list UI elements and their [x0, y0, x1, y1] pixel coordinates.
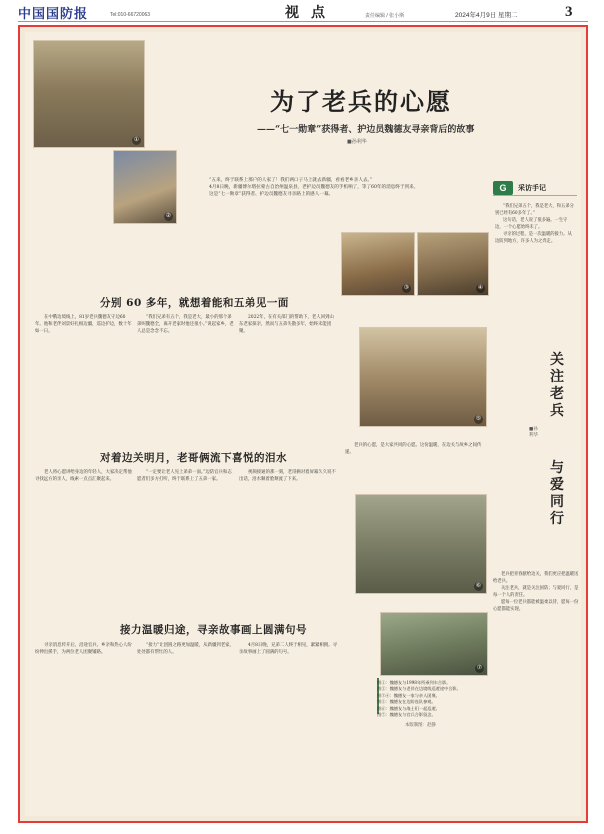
sidebar-paragraph: “我们兄弟五个，我是老大，和五弟分别已经有60多年了。” — [495, 204, 574, 216]
photo-1 — [33, 40, 145, 148]
sidebar-paragraph: 关注老兵，就是关注国防；与爱同行，是每一个人的责任。 — [493, 585, 579, 598]
masthead-date: 2024年4月9日 星期二 — [455, 11, 518, 19]
section-heading: 接力温暖归途，寻亲故事画上圆满句号 — [120, 624, 307, 636]
text-column — [35, 469, 133, 483]
page-number: 3 — [565, 3, 573, 20]
photo-7 — [380, 612, 488, 676]
sidebar-leaf-icon: G — [493, 181, 513, 195]
sidebar-paragraph: 愿每一位老兵都能被温柔以待，愿每一份心愿都能实现。 — [493, 599, 579, 612]
sidebar-intro — [495, 204, 575, 245]
masthead-divider — [18, 21, 588, 22]
article-title: 为了老兵的心愿 — [270, 87, 452, 116]
photo-number: ② — [165, 213, 172, 219]
body-paragraph: 4月8日晚，兄弟二人终于相见，紧紧相拥。寻亲故事画上了圆满的句号。 — [239, 643, 338, 655]
sidebar-header — [493, 180, 577, 196]
photo-4 — [417, 232, 489, 296]
sidebar-paragraph: 寻亲的过程，是一次温暖的接力。从边防到地方，许多人为之奔走。 — [495, 231, 572, 244]
caption-line: 图⑦：魏德友与官兵合影留念。 — [377, 712, 436, 718]
sidebar-vertical-title-2: 与爱同行 — [550, 460, 564, 527]
text-column — [239, 642, 337, 656]
sidebar-vertical-author: ■孙利华 — [529, 427, 538, 438]
article-byline: ■孙利华 — [347, 139, 367, 145]
photo-number: ③ — [403, 285, 410, 291]
caption-line: 图③④：魏德友一家与亲人团聚。 — [377, 692, 440, 698]
body-paragraph: “接力”让团圆之路更加温暖，从新疆到老家，处处都有帮忙的人。 — [137, 643, 234, 655]
section-heading: 对着边关明月，老哥俩流下喜悦的泪水 — [100, 452, 287, 464]
newspaper-logo: 中国国防报 — [18, 6, 89, 22]
photo-2 — [113, 150, 177, 224]
text-column — [35, 314, 133, 335]
sidebar-body — [493, 572, 579, 613]
photo-3 — [341, 232, 415, 296]
text-column — [35, 642, 133, 656]
photo-number: ⑦ — [476, 665, 483, 671]
section-name: 视点 — [285, 5, 337, 21]
photo-6 — [355, 494, 487, 594]
text-column — [137, 314, 235, 335]
body-paragraph: 老人将心愿讲给身边的年轻人，大家决定帮他寻找远方的亲人，线索一点点汇聚起来。 — [35, 470, 132, 482]
masthead — [18, 2, 588, 22]
text-column — [239, 314, 337, 335]
photo-number: ⑥ — [475, 583, 482, 589]
article-frame — [18, 25, 588, 823]
photo-captions — [377, 680, 487, 718]
photo-number: ④ — [477, 285, 484, 291]
lead-paragraph: 这是“七一勋章”获得者、护边员魏德友寻亲路上的感人一幕。 — [209, 192, 334, 198]
sidebar-vertical-title-1: 关注老兵 — [550, 352, 564, 419]
body-paragraph: 视频接通的那一刻，老哥俩对着屏幕久久说不出话，泪水顺着脸颊流了下来。 — [239, 470, 336, 482]
article-lead — [200, 177, 490, 199]
photo-number: ⑤ — [475, 416, 482, 422]
body-paragraph: 2022年，在有关部门的帮助下，老人回到山东老家探亲，然而与五弟失散多年，始终未能团聚。 — [239, 315, 334, 334]
photo-number: ① — [133, 137, 140, 143]
body-paragraph: “一定要让老人见上弟弟一面。”边防官兵和志愿者们多方打听，终于联系上了五弟一家。 — [137, 470, 232, 482]
caption-line: 图⑥：魏德友与战士们一起巡逻。 — [377, 705, 440, 711]
section-heading: 分别 60 多年，就想着能和五弟见一面 — [100, 297, 289, 309]
article-subtitle: ——“七一勋章”获得者、护边员魏德友寻亲背后的故事 — [257, 125, 475, 135]
text-column — [239, 469, 337, 483]
photo-5 — [359, 327, 487, 427]
page-body — [25, 32, 581, 816]
sidebar-paragraph: 老兵把青春献给边关，我们更应把温暖送给老兵。 — [493, 572, 579, 584]
body-paragraph: “我们兄弟有五个，我是老大，最小的那个弟弟叫魏德全，离开老家时他还很小。”说起家乡，老人总是念念不忘。 — [137, 315, 234, 334]
masthead-tel: Tel:010-66720063 — [110, 12, 151, 18]
text-column — [137, 469, 235, 483]
body-paragraph: 寻亲消息传开后，沿途官兵、乡亲和热心人纷纷伸出援手，为两位老人团聚铺路。 — [35, 643, 132, 655]
caption-line: 图②：魏德友与老伴在边境线巡逻途中合影。 — [377, 686, 461, 692]
design-credit: 本版制图：赵静 — [405, 723, 436, 728]
lead-paragraph: “五来，终于联系上那户的人家了！我们两口子马上就去新疆，看看老乡亲人去。” — [209, 178, 373, 183]
masthead-editors: 责任编辑 / 张小斯 — [365, 12, 405, 19]
caption-line: 图①：魏德友与1998年所乘列车合影。 — [377, 680, 451, 685]
body-paragraph: 老兵的心愿，是大家共同的心愿。这份温暖，在边关与故乡之间传递。 — [345, 443, 482, 455]
text-column — [345, 442, 485, 456]
sidebar-paragraph: 这句话，老人说了很多遍。一生守边，一个心愿始终未了。 — [495, 217, 568, 230]
sidebar-label: 采访手记 — [518, 182, 546, 192]
lead-paragraph: 4月8日晚，新疆博尔塔拉蒙古自治州温泉县，老护边员魏德友的手机响了，等了60年的消息终于到来。 — [209, 185, 419, 191]
body-paragraph: 在中俄边境线上，81岁老兵魏德友守边60年。他和老伴刘景好扎根边疆，巡边护边，数十年如一日。 — [35, 315, 132, 334]
caption-line: 图⑤：魏德友在边防连队参观。 — [377, 699, 436, 705]
text-column — [137, 642, 235, 656]
